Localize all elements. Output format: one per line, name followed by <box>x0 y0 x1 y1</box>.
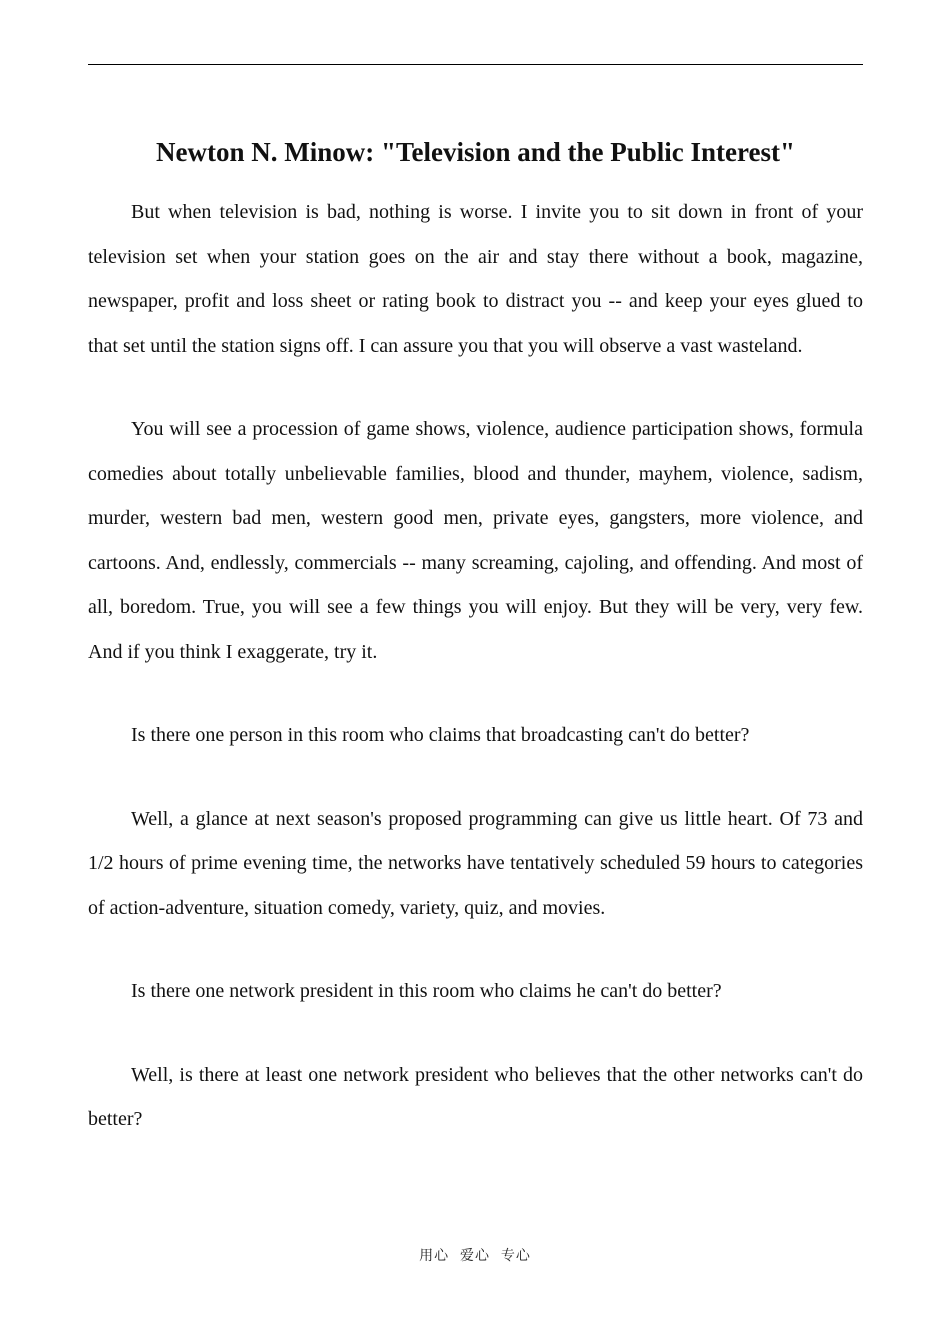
page-footer: 用心 爱心 专心 <box>419 1248 531 1264</box>
paragraph-2: You will see a procession of game shows, violence, audience participation shows, formula comedies about totally unbelievable families, blood and thunder, mayhem, violence, sadism, murder, western bad men, western good men, private eyes, gangsters, more violence, and cartoons. And, endlessly, commercials -- many screaming, cajoling, and offending. And most of all, boredom. True, you will see a few things you will enjoy. But they will be very, very few. And if you think I exaggerate, try it. <box>88 418 863 663</box>
paragraph-6: Well, is there at least one network president who believes that the other networks can't do better? <box>88 1063 863 1130</box>
paragraph-gap <box>88 674 863 713</box>
document-title: Newton N. Minow: "Television and the Public Interest" <box>156 137 795 167</box>
paragraph-gap <box>88 930 863 969</box>
paragraph-gap <box>88 1014 863 1053</box>
paragraph-gap <box>88 758 863 797</box>
paragraph-5: Is there one network president in this room who claims he can't do better? <box>131 980 722 1002</box>
paragraph-4: Well, a glance at next season's proposed programming can give us little heart. Of 73 and 1/2 hours of prime evening time, the networks have tentatively scheduled 59 hours to categories of action-adventure, situation comedy, variety, quiz, and movies. <box>88 807 863 919</box>
paragraph-3: Is there one person in this room who claims that broadcasting can't do better? <box>131 724 750 746</box>
header-rule <box>88 64 863 65</box>
paragraph-gap <box>88 368 863 407</box>
paragraph-1: But when television is bad, nothing is worse. I invite you to sit down in front of your television set when your station goes on the air and stay there without a book, magazine, newspaper, profit and loss sheet or rating book to distract you -- and keep your eyes glued to that set until the station signs off. I can assure you that you will observe a vast wasteland. <box>88 201 863 357</box>
document-body <box>88 190 863 1142</box>
